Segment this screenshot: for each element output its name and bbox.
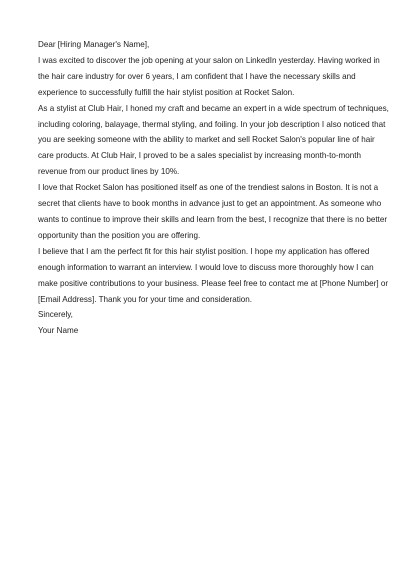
letter-salutation: Dear [Hiring Manager's Name], [38,40,150,49]
letter-signature: Your Name [38,326,79,336]
letter-paragraph-1: I was excited to discover the job opening at your salon on LinkedIn yesterday. Having worked in the hair care industry for over 6 years, I am confident that I have the necessary skills and experience to successfully fulfill the hair stylist position at Rocket Salon. [38,55,380,97]
letter-paragraph-4: I believe that I am the perfect fit for this hair stylist position. I hope my application has offered enough information to warrant an interview. I would love to discuss more thoroughly how I can make positive contributions to your business. Please feel free to contact me at [Phone Number] or [Email Address]. Thank you for your time and consideration. [38,246,389,304]
cover-letter [38,37,390,339]
letter-closing: Sincerely, [38,310,73,320]
letter-paragraph-2: As a stylist at Club Hair, I honed my craft and became an expert in a wide spectrum of techniques, including coloring, balayage, thermal styling, and foiling. In your job description I also noticed that you are seeking someone with the ability to market and sell Rocket Salon's popular line of hair care products. At Club Hair, I proved to be a sales specialist by increasing month-to-month revenue from our product lines by 10%. [38,103,389,177]
letter-paragraph-3: I love that Rocket Salon has positioned itself as one of the trendiest salons in Boston. It is not a secret that clients have to book months in advance just to get an appointment. As someone who wants to continue to improve their skills and learn from the best, I recognize that there is no better opportunity than the position you are offering. [38,183,388,240]
